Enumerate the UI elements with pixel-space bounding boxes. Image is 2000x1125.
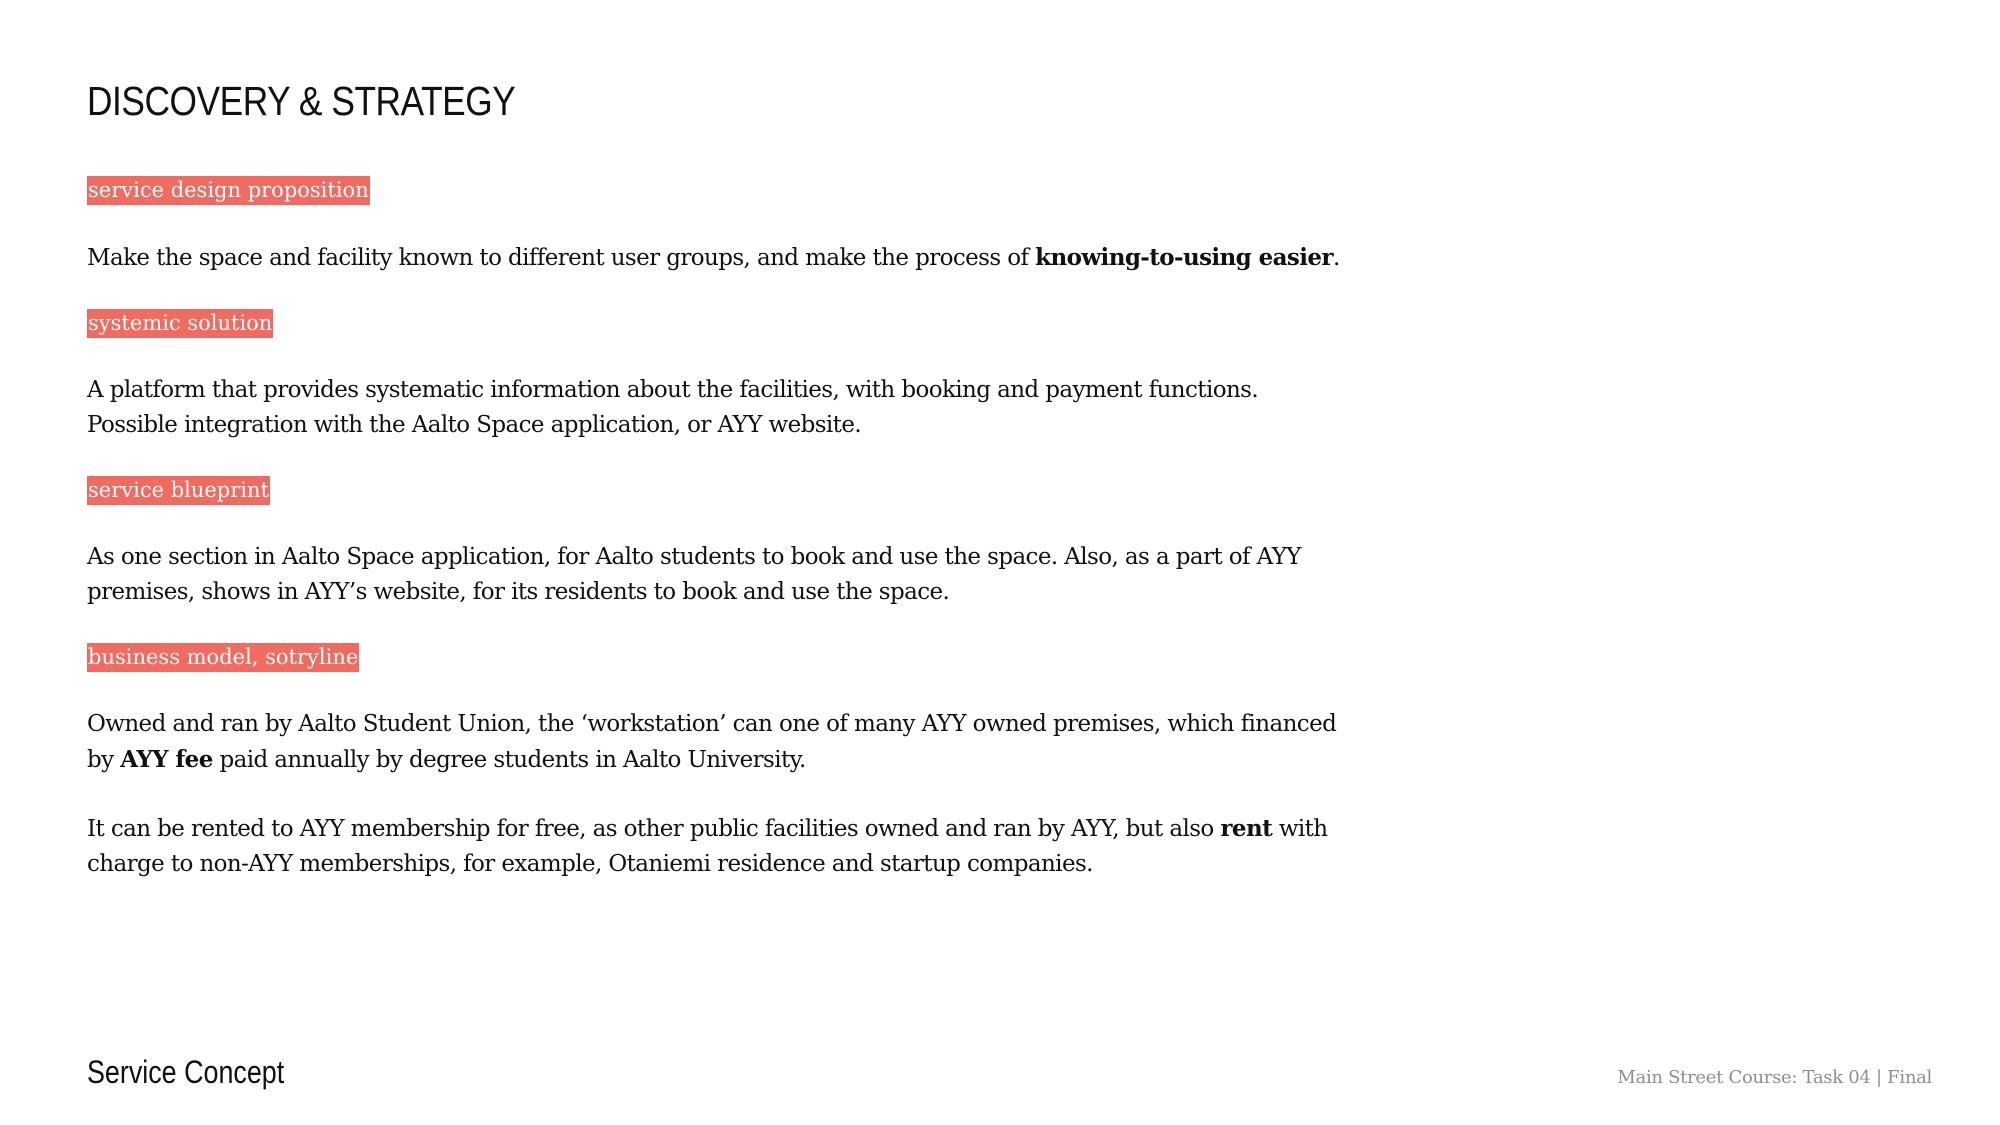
body-paragraph xyxy=(87,240,1387,277)
section xyxy=(87,476,1387,643)
spacer xyxy=(87,779,1387,811)
section xyxy=(87,643,1387,915)
text-run: . xyxy=(1332,245,1340,271)
text-run: charge to non-AYY memberships, for example, Otaniemi residence and startup companies. xyxy=(87,851,1093,877)
spacer xyxy=(87,672,1387,707)
body-paragraph xyxy=(87,373,1387,444)
paragraph-line xyxy=(87,544,1301,570)
section-label: business model, sotryline xyxy=(87,643,359,672)
body-paragraph xyxy=(87,707,1387,779)
emphasis-text: AYY fee xyxy=(120,746,213,773)
text-run: premises, shows in AYY’s website, for its residents to book and use the space. xyxy=(87,579,950,605)
emphasis-text: rent xyxy=(1220,814,1273,842)
text-run: paid annually by degree students in Aalto University. xyxy=(212,747,806,773)
paragraph-line xyxy=(87,377,1258,403)
body-paragraph xyxy=(87,811,1387,883)
text-run: Make the space and facility known to different user groups, and make the process of xyxy=(87,245,1036,271)
paragraph-line xyxy=(87,747,806,773)
section-label: service design proposition xyxy=(87,176,370,205)
footer-meta: Main Street Course: Task 04 | Final xyxy=(1617,1067,1932,1088)
paragraph-line xyxy=(87,816,1328,842)
spacer xyxy=(87,505,1387,540)
text-run: by xyxy=(87,747,121,773)
spacer xyxy=(87,338,1387,373)
text-run: A platform that provides systematic information about the facilities, with booking and payment functions. xyxy=(87,376,1259,403)
paragraph-line xyxy=(87,851,1093,877)
content-area xyxy=(87,176,1387,915)
spacer xyxy=(87,883,1387,915)
section xyxy=(87,309,1387,476)
spacer xyxy=(87,444,1387,476)
page-title: DISCOVERY & STRATEGY xyxy=(87,78,516,124)
paragraph-line xyxy=(87,711,1336,737)
text-run: Possible integration with the Aalto Space application, or AYY website. xyxy=(87,412,862,438)
emphasis-text: knowing-to-using easier xyxy=(1035,244,1333,271)
body-paragraph xyxy=(87,540,1387,611)
spacer xyxy=(87,277,1387,309)
section xyxy=(87,176,1387,309)
paragraph-line xyxy=(87,412,861,438)
footer-title: Service Concept xyxy=(87,1054,285,1090)
paragraph-line xyxy=(87,579,949,605)
paragraph-line xyxy=(87,245,1340,271)
text-run: with xyxy=(1272,815,1328,842)
section-label: service blueprint xyxy=(87,476,270,505)
text-run: It can be rented to AYY membership for free, as other public facilities owned and ran by AYY, but also xyxy=(87,815,1221,842)
text-run: Owned and ran by Aalto Student Union, the ‘workstation’ can one of many AYY owned premises, which financed xyxy=(87,710,1337,737)
spacer xyxy=(87,205,1387,240)
text-run: As one section in Aalto Space application, for Aalto students to book and use the space. Also, as a part of AYY xyxy=(87,543,1301,570)
section-label: systemic solution xyxy=(87,309,273,338)
spacer xyxy=(87,611,1387,643)
